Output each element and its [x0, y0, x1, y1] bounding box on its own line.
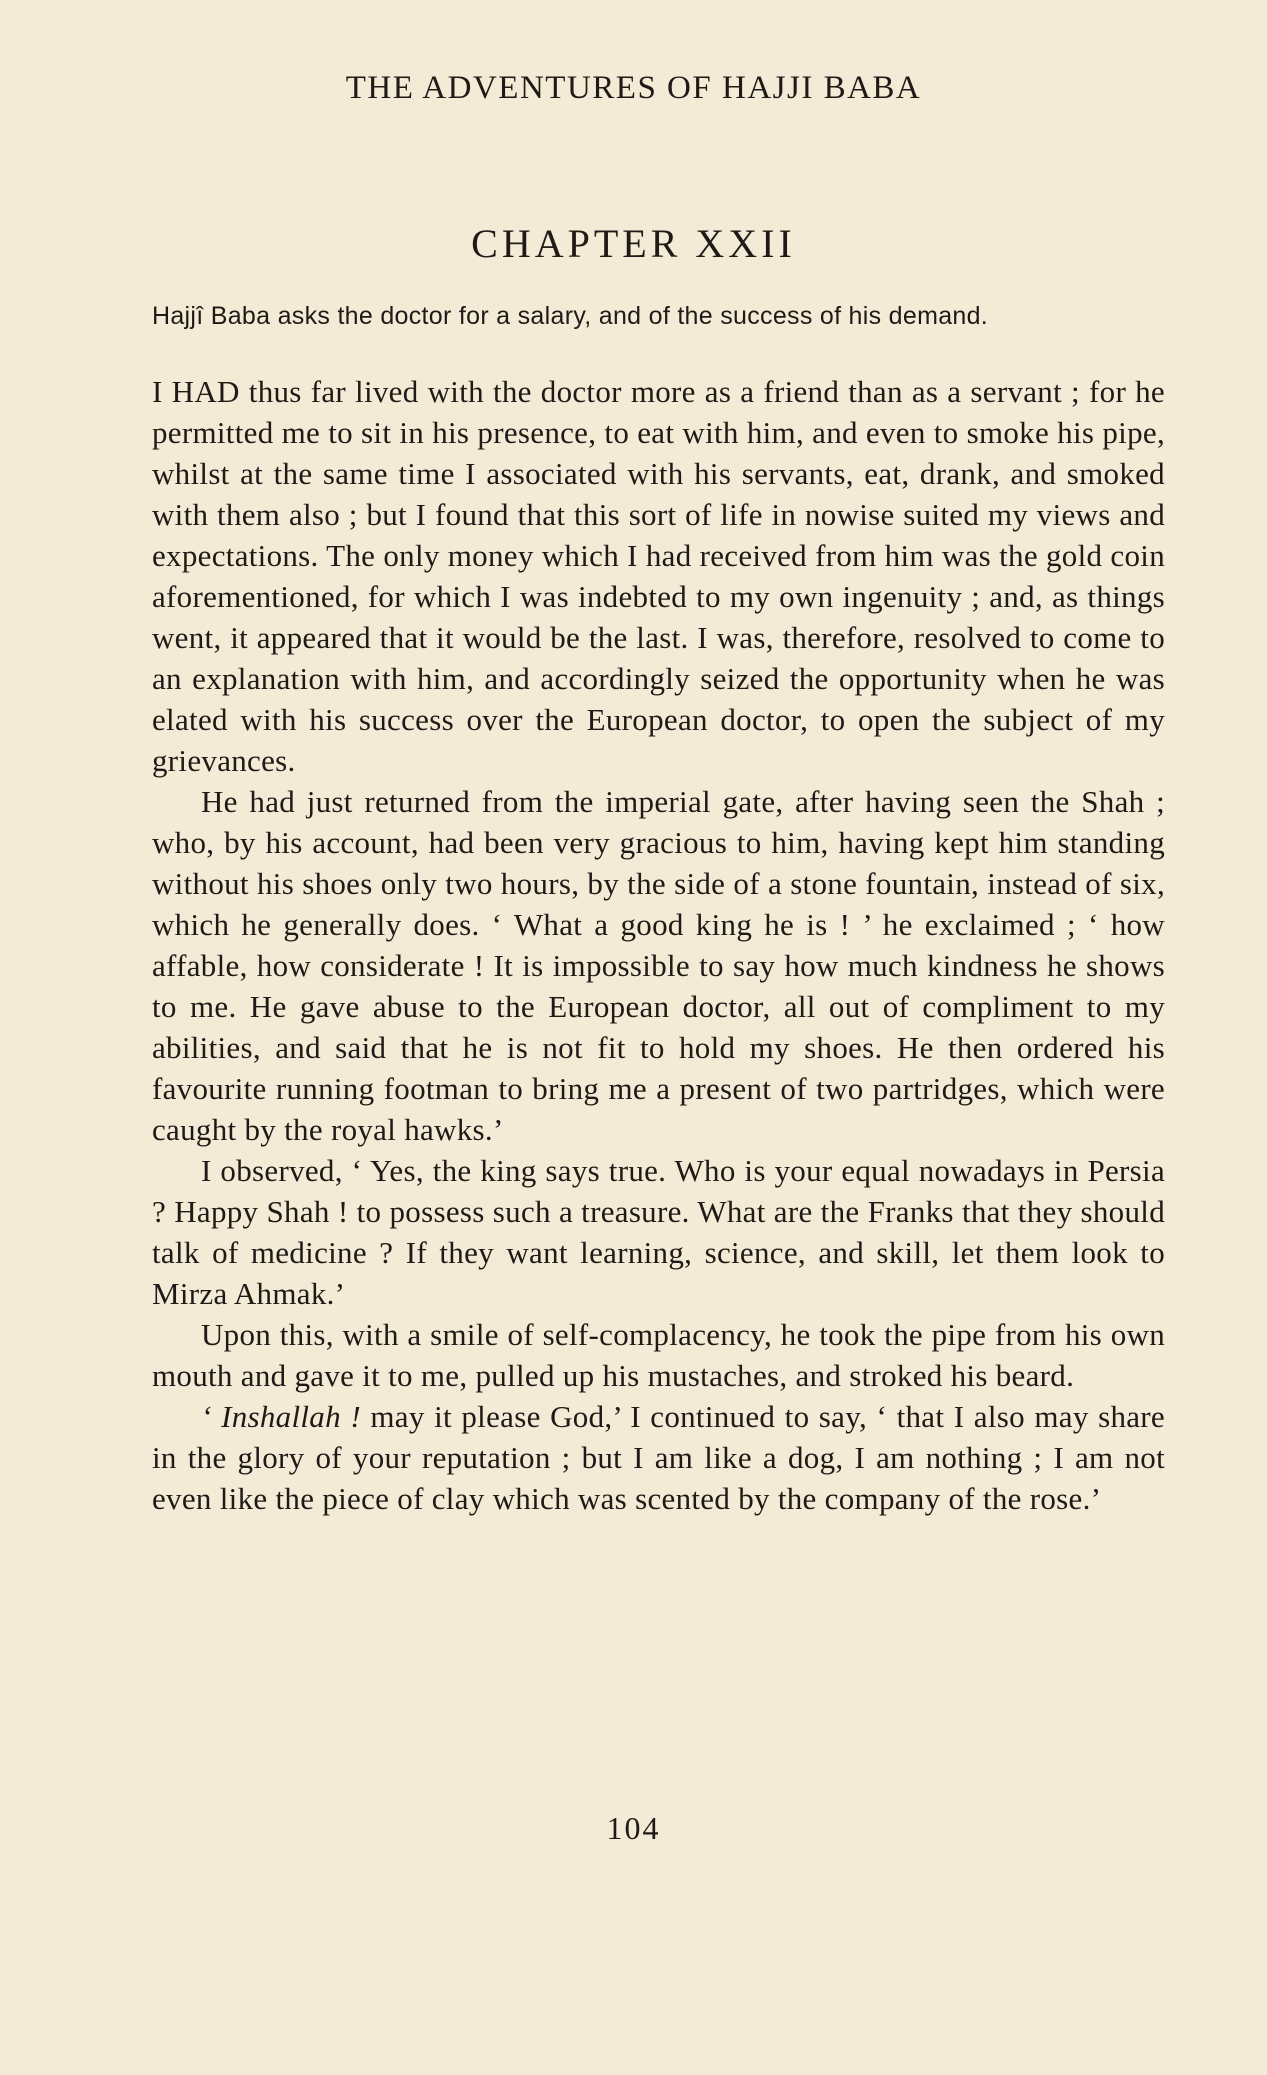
paragraph-2: [152, 781, 1165, 1150]
page-number: 104: [606, 1810, 661, 1846]
paragraph-text: Upon this, with a smile of self-complacency, he took the pipe from his own mouth and gave it to me, pulled up his mustaches, and stroked his beard.: [152, 1317, 1165, 1393]
chapter-title: CHAPTER XXII: [471, 221, 796, 266]
paragraph-4: [152, 1314, 1165, 1396]
paragraph-text: thus far lived with the doctor more as a friend than as a servant ; for he permitted me to sit in his presence, to eat with him, and even to smoke his pipe, whilst at the same time I associated with his servants, eat, drank, and smoked with them also ; but I found that this sort of life in nowise suited my views and expectations. The only money which I had received from him was the gold coin aforementioned, for which I was indebted to my own ingenuity ; and, as things went, it appeared that it would be the last. I was, therefore, resolved to come to an explanation with him, and accordingly seized the opportunity when he was elated with his success over the European doctor, to open the subject of my grievances.: [152, 374, 1165, 778]
opening-words: I HAD: [152, 374, 240, 409]
paragraph-text: He had just returned from the imperial gate, after having seen the Shah ; who, by his account, had been very gracious to him, having kept him standing without his shoes only two hours, by the side of a stone fountain, instead of six, which he generally does. ‘ What a good king he is ! ’ he exclaimed ; ‘ how affable, how considerate ! It is impossible to say how much kindness he shows to me. He gave abuse to the European doctor, all out of compliment to my abilities, and said that he is not fit to hold my shoes. He then ordered his favourite running footman to bring me a present of two partridges, which were caught by the royal hawks.’: [152, 784, 1165, 1147]
italic-exclamation: ‘ Inshallah !: [201, 1399, 361, 1434]
chapter-summary: Hajjî Baba asks the doctor for a salary, and of the success of his demand.: [152, 302, 989, 330]
paragraph-text: may it please God,’ I continued to say, ‘ that I also may share in the glory of your reputation ; but I am like a dog, I am nothing ; I am not even like the piece of clay which was scented by the company of the rose.’: [152, 1399, 1165, 1516]
paragraph-3: [152, 1150, 1165, 1314]
running-head: THE ADVENTURES OF HAJJI BABA: [345, 70, 922, 106]
paragraph-text: I observed, ‘ Yes, the king says true. Who is your equal nowadays in Persia ? Happy Shah ! to possess such a treasure. What are the Franks that they should talk of medicine ? If they want learning, science, and skill, let them look to Mirza Ahmak.’: [152, 1153, 1165, 1311]
paragraph-1: [152, 371, 1165, 781]
body-text: [152, 371, 1165, 1519]
paragraph-5: [152, 1396, 1165, 1519]
